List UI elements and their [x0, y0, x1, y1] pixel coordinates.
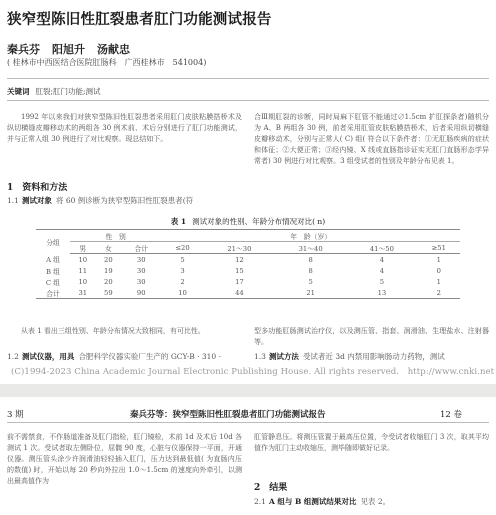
- row-label: A 组: [46, 256, 60, 265]
- subsection-text: 见表 2。: [360, 497, 391, 506]
- page-2: [0, 397, 496, 515]
- subsection-2-1: [254, 496, 390, 507]
- table-cell: 13: [346, 287, 417, 299]
- article-title: 狭窄型陈旧性肛裂患者肛门功能测试报告: [7, 11, 272, 28]
- table-cell: 90: [121, 287, 161, 299]
- page-gap: [0, 384, 496, 397]
- subsection-text: 合肥科学仪器实验厂生产的 GCY-B · 310 ·: [78, 352, 221, 361]
- table-cell: 31: [70, 287, 96, 299]
- table-cell: 1: [436, 255, 441, 264]
- subsection-title: 测试对象: [21, 196, 52, 205]
- instruments-continued: 型多功能肛肠测试治疗仪，以及测压管、指套、润滑油、生理盐水、注射器等。: [254, 327, 489, 346]
- table-cell: 1: [436, 277, 441, 286]
- table-title: 测试对象的性别、年龄分布情况对比( n): [192, 217, 326, 226]
- table-cell: 11: [78, 266, 88, 275]
- table-cell: 0: [436, 266, 441, 275]
- table-cell: 30: [136, 266, 146, 275]
- running-head-rule: [7, 422, 489, 423]
- table-cell: 20: [104, 255, 113, 264]
- table-cell: 8: [308, 266, 313, 275]
- author: 秦兵芬: [7, 43, 40, 56]
- table-cell: 20: [104, 277, 113, 286]
- method-text-right: 肛管静息压。将测压管置于最高压位置，令受试者收缩肛门 3 次，取其平均值作为肛门主动收缩压，测毕随即做好记录。: [254, 433, 489, 452]
- sex-header: 性 别: [70, 230, 161, 242]
- table-number: 表 1: [170, 217, 187, 226]
- section-heading: 1 资料和方法: [7, 183, 68, 193]
- table-cell: 8: [308, 255, 313, 264]
- subsection-title: 测试方法: [268, 352, 299, 361]
- subsection-number: 1.1: [7, 196, 19, 205]
- subsection-number: 1.2: [7, 352, 19, 361]
- col-header: ≤20: [161, 242, 203, 254]
- table-cell: 30: [136, 277, 146, 286]
- methods-paragraph: 合Ⅲ期肛裂的诊断，同时局麻下肛管不能通过∅1.5cm 扩肛探条者)随机分为 A、B 两组各 30 例，前者采用肛管皮肤粘膜搭桥术，后者采用纵切横缝皮瓣移动术，分别与正常人( C) 组( 符合以下条件者：①无肛肠疾病的症状和体征；②大便正常；③经内镜、X 线或直肠指诊证实无肛门直肠形态学异常者) 30 例进行对比观察。3 组受试者的性别及年龄分布见表 1。: [254, 113, 489, 165]
- table-cell: 4: [379, 266, 385, 275]
- keywords-label: 关键词: [7, 87, 30, 96]
- subsection-text: 受试者近 3d 内禁用影响肠动力药物，测试: [302, 352, 445, 361]
- intro-paragraph: 1992 年以来我们对狭窄型陈旧性肛裂患者采用肛门皮肤粘膜搭桥术及纵切横缝皮瓣移动术的两组各 30 例术前、术后分别进行了肛门功能测试，并与正常人组 30 例进行了对比观察。现总结如下。: [7, 113, 242, 143]
- table-cell: 5: [180, 255, 185, 264]
- table-cell: 12: [235, 255, 244, 264]
- subsection-number: 1.3: [254, 352, 266, 361]
- volume-number: 12 卷: [440, 410, 463, 420]
- age-header: 年 龄（岁）: [161, 230, 460, 242]
- table-cell: 4: [379, 255, 385, 264]
- keywords-line: [7, 86, 101, 97]
- header-rule: [7, 78, 489, 79]
- author: 阳旭升: [52, 43, 85, 56]
- group-header: 分组: [36, 230, 70, 254]
- table-cell: 19: [104, 266, 113, 275]
- table-cell: 2: [180, 277, 185, 286]
- subsection-number: 2.1: [254, 497, 266, 506]
- subsection-1-1: [7, 195, 193, 206]
- keywords-rule: [7, 100, 489, 101]
- table-cell: 15: [235, 266, 244, 275]
- col-header: 男: [70, 242, 96, 254]
- table-caption: [0, 216, 496, 227]
- subsection-text: 将 60 例诊断为狭窄型陈旧性肛裂患者(符: [55, 196, 194, 205]
- table-row: [36, 265, 460, 276]
- author-list: [7, 41, 142, 57]
- col-header: 合计: [121, 242, 161, 254]
- row-label: C 组: [45, 278, 61, 287]
- running-title: 秦兵芬等：狭窄型陈旧性肛裂患者肛门功能测试报告: [130, 410, 326, 420]
- table-cell: 59: [96, 287, 122, 299]
- subsection-title: A 组与 B 组测试结果对比: [268, 497, 357, 506]
- col-header: 21～30: [204, 242, 275, 254]
- table-cell: 2: [418, 287, 460, 299]
- table-summary: 从表 1 看出三组性别、年龄分布情况大致相同，有可比性。: [21, 327, 205, 335]
- demographics-table: [36, 229, 460, 299]
- row-label: B 组: [46, 267, 60, 276]
- affiliation: ( 桂林市中西医结合医院肛肠科 广西桂林市 541004): [7, 58, 207, 67]
- col-header: 31～40: [275, 242, 346, 254]
- table-row: [36, 287, 460, 299]
- row-label: 合计: [36, 287, 70, 299]
- section-heading-results: 2 结果: [254, 483, 288, 493]
- table-cell: 30: [136, 255, 146, 264]
- col-header: 女: [96, 242, 122, 254]
- col-header: ≥51: [418, 242, 460, 254]
- table-cell: 10: [78, 255, 88, 264]
- table-cell: 21: [275, 287, 346, 299]
- copyright-watermark: (C)1994-2023 China Academic Journal Electronic Publishing House. All rights reserved. http://www.cnki.net: [11, 367, 495, 377]
- table-cell: 5: [308, 277, 313, 286]
- table-row: [36, 254, 460, 266]
- keywords: 肛裂;肛门功能;测试: [35, 87, 101, 96]
- table-cell: 44: [204, 287, 275, 299]
- col-header: 41～50: [346, 242, 417, 254]
- subsection-1-3: [254, 351, 445, 362]
- issue-number: 3 期: [7, 410, 24, 420]
- table-row: [36, 276, 460, 287]
- subsection-1-2: [7, 351, 221, 362]
- author: 汤献忠: [97, 43, 130, 56]
- subsection-title: 测试仪器，用具: [21, 352, 75, 361]
- table-cell: 10: [161, 287, 203, 299]
- table-cell: 5: [379, 277, 385, 286]
- table-cell: 3: [180, 266, 185, 275]
- table-cell: 10: [78, 277, 88, 286]
- method-text-continued: 前不需禁食，不作肠道准备及肛门指检，肛门镜检，术前 1d 及术后 10d 各测试 1 次。受试者取左侧卧位，屈髋 90 度，心脏与仪器保持一平面，开通仪器。测压管头涂少许润滑油轻轻插入肛门，压力达到最低值( 为直肠内压的数值) 时，开始以每 20 秒向外拉出 1.0～1.5cm 的速度向外牵引，以测出最高值作为: [7, 433, 242, 485]
- table-cell: 17: [235, 277, 244, 286]
